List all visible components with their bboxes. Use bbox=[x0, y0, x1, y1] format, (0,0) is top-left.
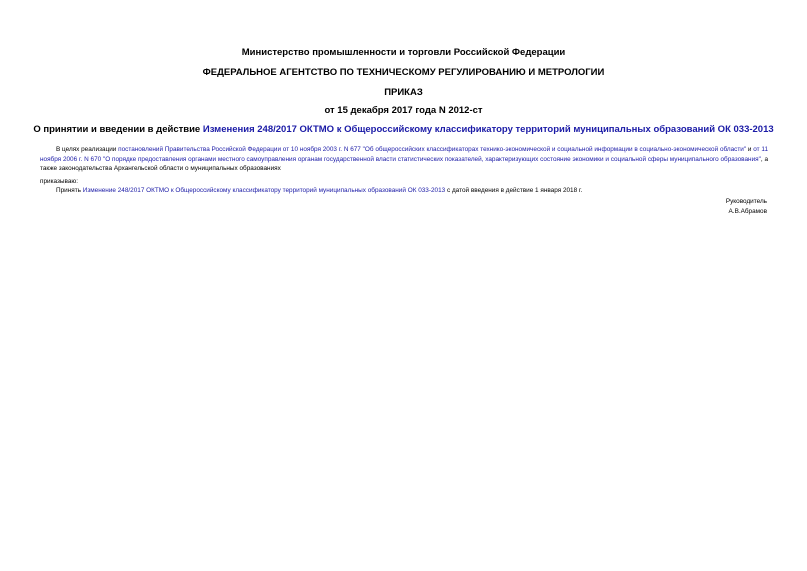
order-date: от 15 декабря 2017 года N 2012-ст bbox=[324, 105, 483, 116]
adopt-prefix: Принять bbox=[56, 187, 83, 194]
intro-prefix: В целях реализации bbox=[56, 146, 119, 153]
intro-paragraph bbox=[40, 145, 768, 174]
adopt-suffix: с датой введения в действие 1 января 2018 г. bbox=[445, 187, 583, 194]
intro-link-resolution-670[interactable]: от 11 ноября 2006 г. N 670 "О порядке предоставления органами местного самоуправления органам государственной власти статистических показателей, характеризующих состояние экономики и социальной сферы муниципального образования" bbox=[40, 146, 769, 163]
order-verb: приказываю: bbox=[40, 178, 78, 185]
adopt-link[interactable]: Изменение 248/2017 ОКТМО к Общероссийскому классификатору территорий муниципальных образований ОК 033-2013 bbox=[82, 187, 446, 194]
signature-name: А.В.Абрамов bbox=[728, 208, 767, 215]
intro-suffix: , а также законодательства Архангельской области о муниципальных образованиях bbox=[40, 155, 769, 173]
subject-prefix: О принятии и введении в действие bbox=[33, 124, 203, 135]
order-heading: ПРИКАЗ bbox=[384, 87, 423, 98]
signature-title: Руководитель bbox=[725, 198, 767, 205]
ministry-title: Министерство промышленности и торговли Российской Федерации bbox=[241, 47, 566, 58]
adopt-paragraph bbox=[40, 186, 768, 196]
subject-link[interactable]: Изменения 248/2017 ОКТМО к Общероссийскому классификатору территорий муниципальных образований ОК 033-2013 bbox=[202, 124, 774, 135]
order-subject bbox=[0, 124, 807, 136]
intro-middle: и bbox=[746, 146, 754, 153]
intro-link-resolution-677[interactable]: постановлений Правительства Российской Федерации от 10 ноября 2003 г. N 677 "Об общероссийских классификаторах технико-экономической и социальной информации в социально-экономической области" bbox=[118, 146, 747, 153]
agency-title: ФЕДЕРАЛЬНОЕ АГЕНТСТВО ПО ТЕХНИЧЕСКОМУ РЕГУЛИРОВАНИЮ И МЕТРОЛОГИИ bbox=[202, 67, 605, 78]
